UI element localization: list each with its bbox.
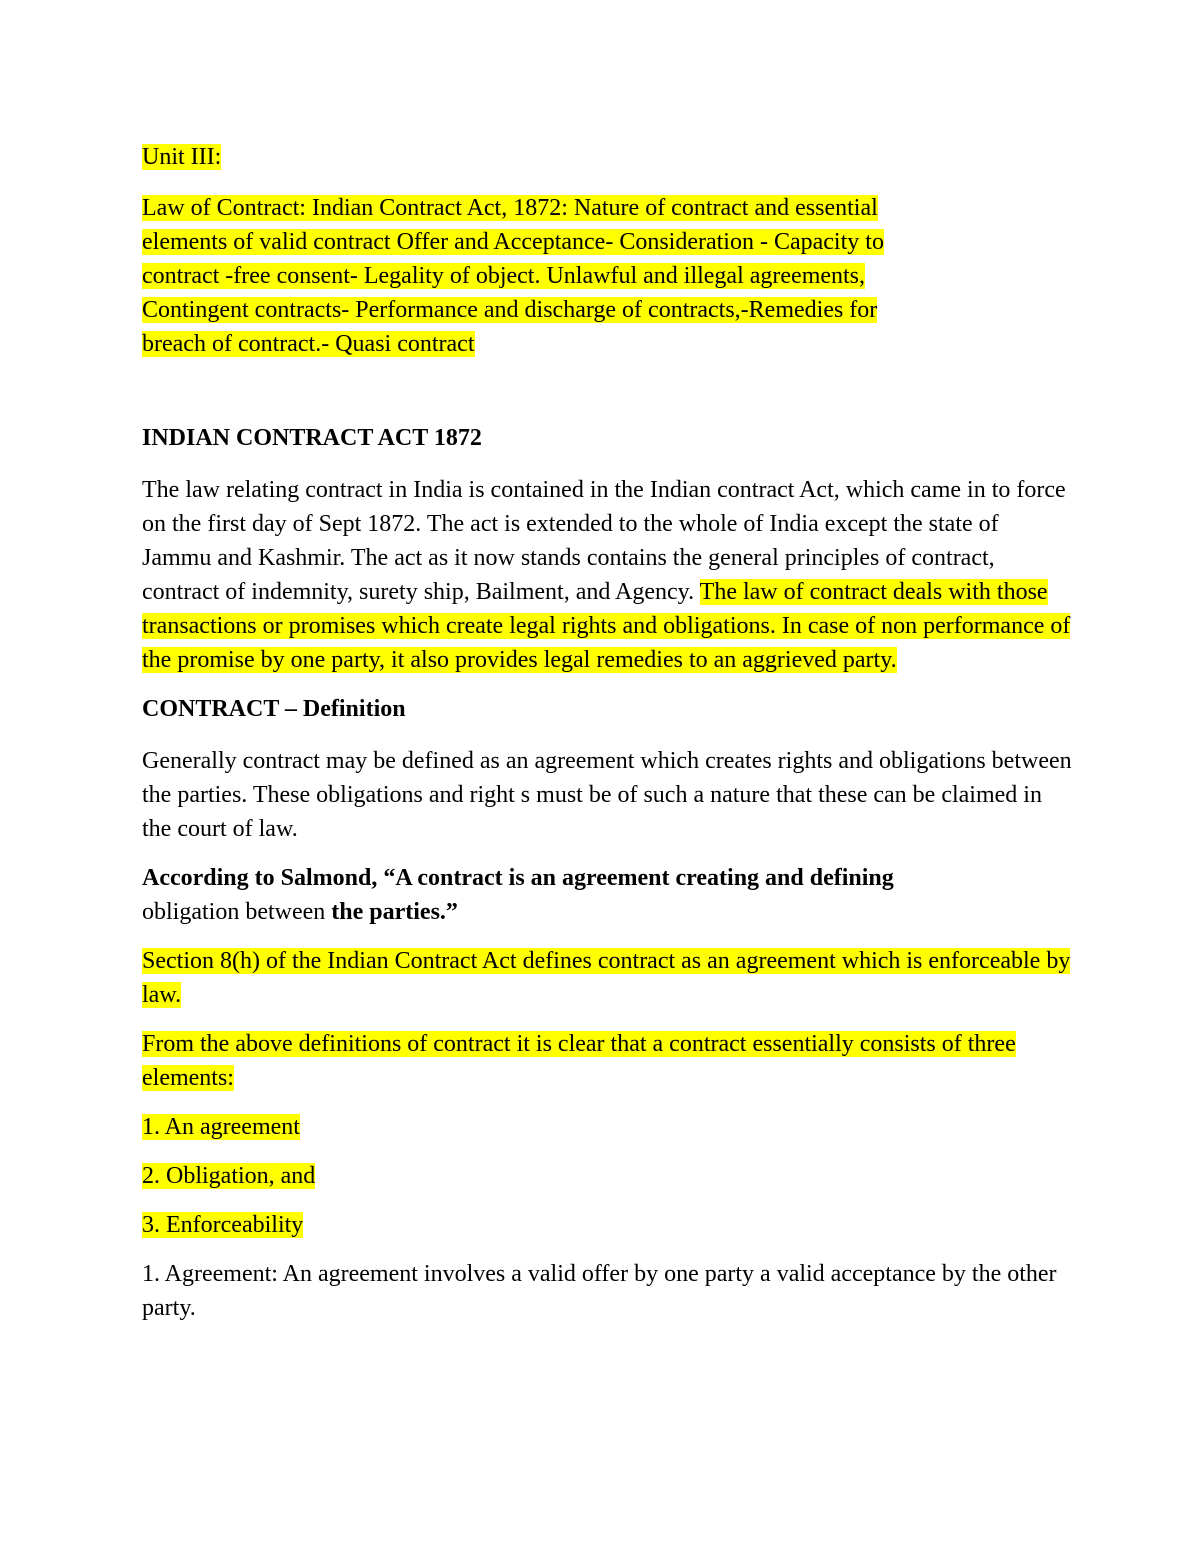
element-item-enforceability xyxy=(142,1208,1072,1242)
document-body xyxy=(142,140,1072,1340)
element-item-text: 3. Enforceability xyxy=(142,1212,304,1238)
section-heading: INDIAN CONTRACT ACT 1872 xyxy=(142,425,482,451)
syllabus-paragraph xyxy=(142,191,1072,361)
syllabus-line: elements of valid contract Offer and Acceptance- Consideration - Capacity to xyxy=(142,229,884,255)
syllabus-line: breach of contract.- Quasi contract xyxy=(142,331,475,357)
syllabus-line: contract -free consent- Legality of object. Unlawful and illegal agreements, xyxy=(142,263,866,289)
element-item-agreement xyxy=(142,1110,1072,1144)
element-item-text: 2. Obligation, and xyxy=(142,1163,316,1189)
elements-intro-text: From the above definitions of contract it is clear that a contract essentially consists of three elements: xyxy=(142,1031,1016,1091)
intro-plain-text: The law relating contract in India is contained in the Indian contract Act, which came in to force on the first day of Sept 1872. The act is extended to the whole of India except the state of Jammu and Kashmir. The act as it now stands contains the general principles of contract, contract of indemnity, surety ship, Bailment, and Agency. xyxy=(142,477,1066,605)
syllabus-line: Law of Contract: Indian Contract Act, 1872: Nature of contract and essential xyxy=(142,195,878,221)
salmond-quote-line1: According to Salmond, “A contract is an agreement creating and defining xyxy=(142,865,894,891)
salmond-quote-bold: the parties.” xyxy=(331,899,458,925)
element-item-obligation xyxy=(142,1159,1072,1193)
section-8h-paragraph xyxy=(142,944,1072,1012)
salmond-paragraph xyxy=(142,861,1072,929)
section-8h-text: Section 8(h) of the Indian Contract Act defines contract as an agreement which is enforceable by law. xyxy=(142,948,1071,1008)
definition-general-paragraph: Generally contract may be defined as an agreement which creates rights and obligations between the parties. These obligations and right s must be of such a nature that these can be claimed in the court of law. xyxy=(142,748,1072,842)
intro-paragraph xyxy=(142,473,1072,677)
definition-heading: CONTRACT – Definition xyxy=(142,696,406,722)
unit-title-text: Unit III: xyxy=(142,144,222,170)
salmond-quote-plain: obligation between xyxy=(142,899,332,925)
unit-title xyxy=(142,140,1072,174)
agreement-definition-paragraph: 1. Agreement: An agreement involves a valid offer by one party a valid acceptance by the other party. xyxy=(142,1261,1057,1321)
intro-highlighted-text: The law of contract deals with those transactions or promises which create legal rights and obligations. In case of non performance of the promise by one party, it also provides legal remedies to an aggrieved party. xyxy=(142,579,1071,673)
element-item-text: 1. An agreement xyxy=(142,1114,300,1140)
elements-intro-paragraph xyxy=(142,1027,1072,1095)
syllabus-line: Contingent contracts- Performance and discharge of contracts,-Remedies for xyxy=(142,297,878,323)
